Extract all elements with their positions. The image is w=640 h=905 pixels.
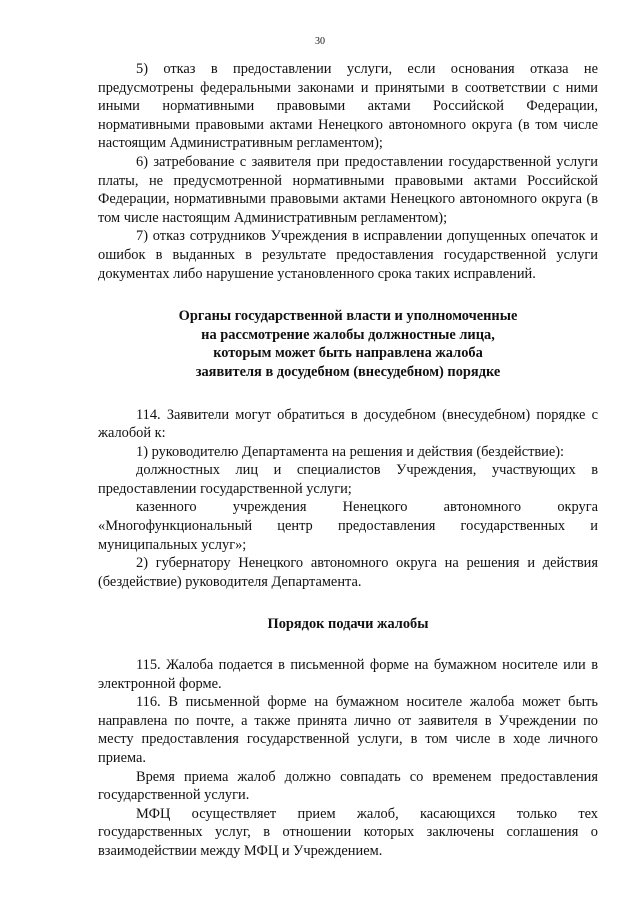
paragraph-114-officials: должностных лиц и специалистов Учреждения, участвующих в предоставлении государственной услуги; xyxy=(98,462,598,497)
heading-line: Органы государственной власти и уполномоченные xyxy=(178,308,518,325)
section-heading-complaint-procedure: Порядок подачи жалобы xyxy=(267,616,429,633)
paragraph-reception-time: Время приема жалоб должно совпадать со временем предоставления государственной услуги. xyxy=(98,768,598,804)
paragraph-114-item-1: 1) руководителю Департамента на решения и действия (бездействие): xyxy=(136,443,565,460)
paragraph-mfc-reception: МФЦ осуществляет прием жалоб, касающихся только тех государственных услуг, в отношении которых заключены соглашения о взаимодействии между МФЦ и Учреждением. xyxy=(98,805,598,859)
heading-line: заявителя в досудебном (внесудебном) порядке xyxy=(195,363,501,380)
paragraph-114-mfc: казенного учреждения Ненецкого автономного округа «Многофункциональный центр предоставления государственных и муниципальных услуг»; xyxy=(98,499,598,553)
heading-line: на рассмотрение жалобы должностные лица, xyxy=(201,326,495,343)
heading-line: которым может быть направлена жалоба xyxy=(213,345,483,362)
paragraph-114-item-2: 2) губернатору Ненецкого автономного округа на решения и действия (бездействие) руководителя Департамента. xyxy=(98,555,598,590)
paragraph-115: 115. Жалоба подается в письменной форме на бумажном носителе или в электронной форме. xyxy=(98,657,598,692)
paragraph-item-6: 6) затребование с заявителя при предоставлении государственной услуги платы, не предусмотренной нормативными правовыми актами Российской Федерации, нормативными правовыми актами Ненецкого автономного округа (в том числе настоящим Административным регламентом); xyxy=(98,153,598,226)
document-body xyxy=(98,60,598,861)
paragraph-116: 116. В письменной форме на бумажном носителе жалоба может быть направлена по почте, а также принята лично от заявителя в Учреждении по месту предоставления государственной услуги, в том числе в ходе личного приема. xyxy=(98,694,598,766)
page-number: 30 xyxy=(315,36,325,47)
paragraph-114: 114. Заявители могут обратиться в досудебном (внесудебном) порядке с жалобой к: xyxy=(98,406,598,442)
paragraph-item-5: 5) отказ в предоставлении услуги, если основания отказа не предусмотрены федеральными законами и принятыми в соответствии с ними иными нормативными правовыми актами Российской Федерации, нормативными правовыми актами Ненецкого автономного округа (в том числе настоящим Административным регламентом); xyxy=(98,61,598,152)
section-heading-authorities xyxy=(98,307,598,381)
paragraph-item-7: 7) отказ сотрудников Учреждения в исправлении допущенных опечаток и ошибок в выданных в результате предоставления государственной услуги документах либо нарушение установленного срока таких исправлений. xyxy=(98,228,598,282)
